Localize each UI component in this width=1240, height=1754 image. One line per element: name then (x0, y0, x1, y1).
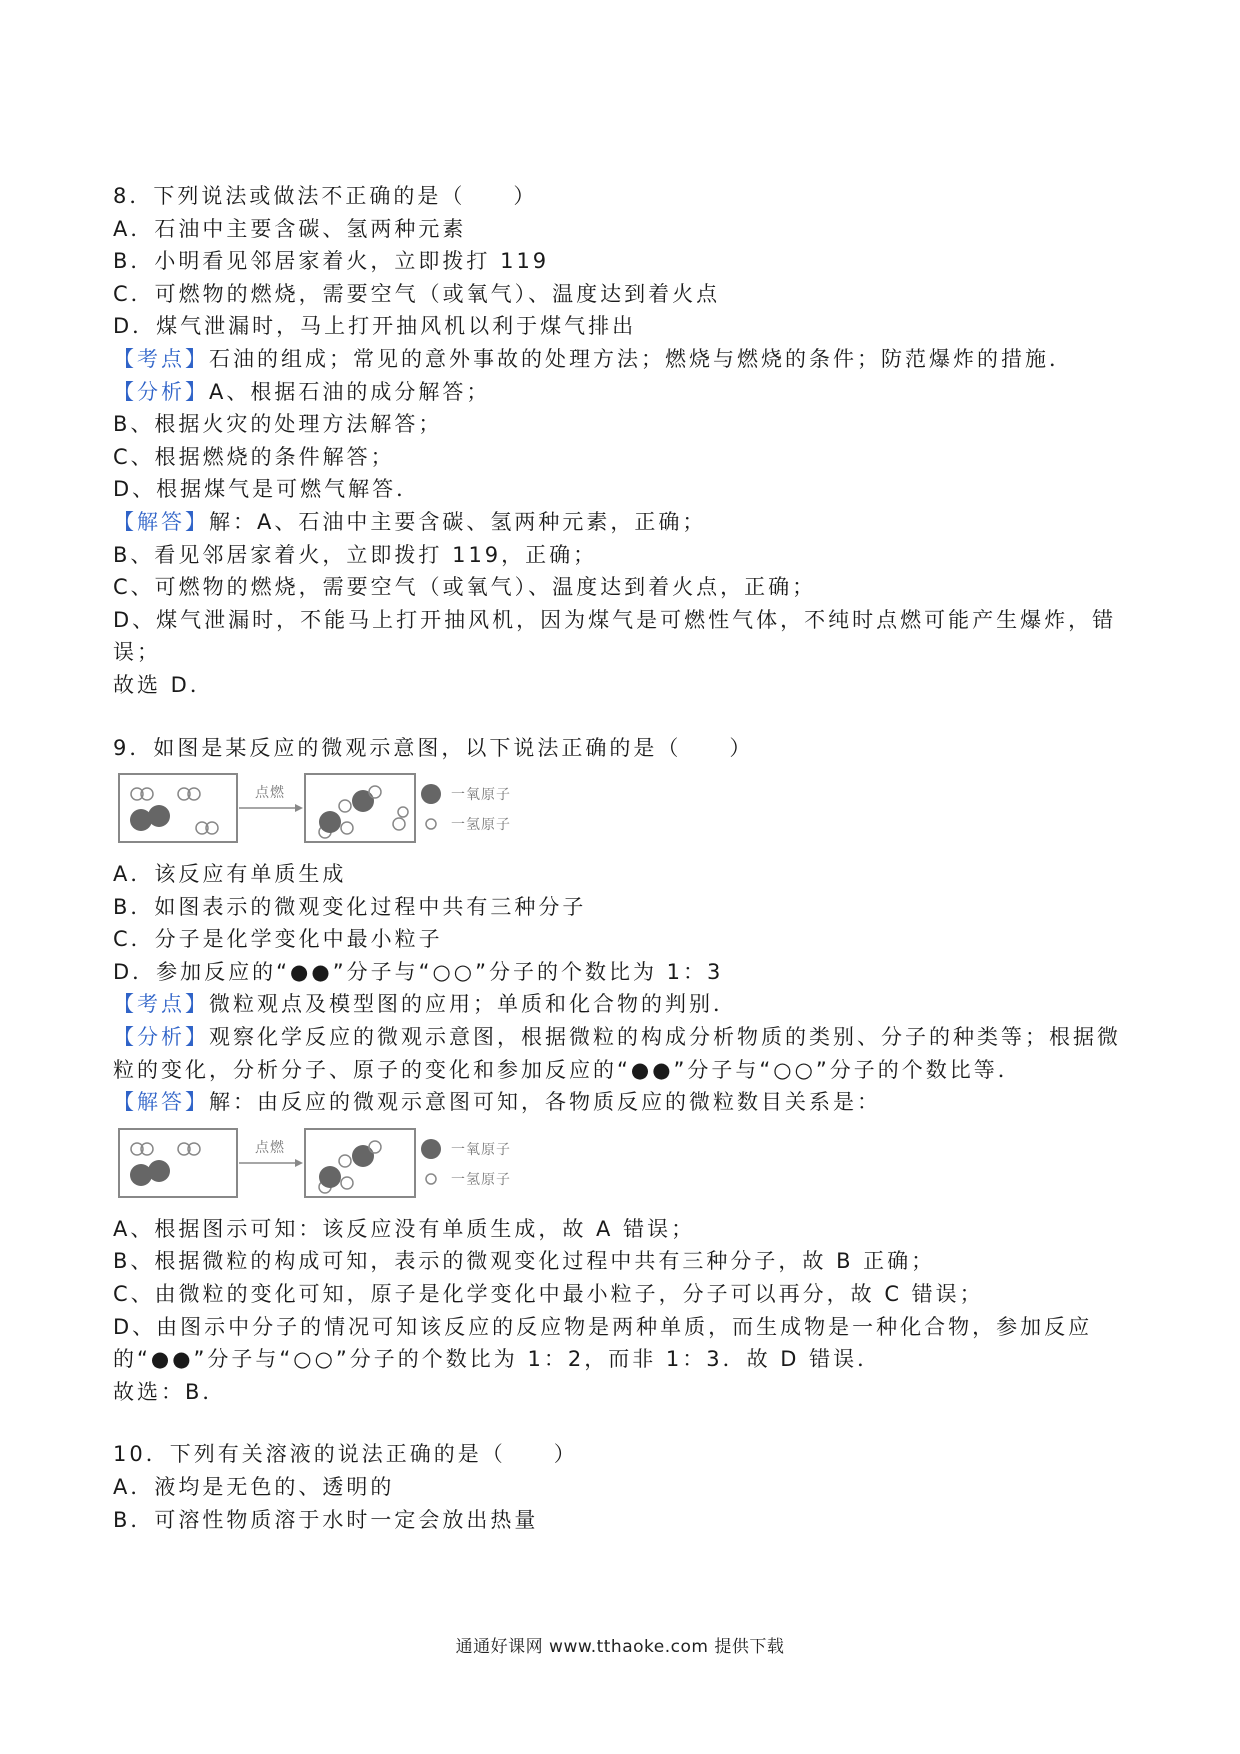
legend-hydrogen-label: 一氢原子 (451, 1171, 511, 1188)
q8-jieda-line: D、煤气泄漏时，不能马上打开抽风机，因为煤气是可燃性气体，不纯时点燃可能产生爆炸，错误； (113, 607, 1117, 665)
legend-oxygen-label: 一氧原子 (451, 787, 511, 804)
legend-oxygen-label: 一氧原子 (451, 1141, 511, 1158)
q9-kaodian (113, 988, 1133, 1021)
jieda-tag: 【解答】 (113, 509, 209, 534)
q9-jieda-line: B、根据微粒的构成可知，表示的微观变化过程中共有三种分子，故 B 正确； (113, 1249, 936, 1274)
kaodian-tag: 【考点】 (113, 346, 209, 371)
q9-option-c: C．分子是化学变化中最小粒子 (113, 927, 443, 952)
q9-option-a: A．该反应有单质生成 (113, 862, 347, 887)
q8-option-d: D．煤气泄漏时，马上打开抽风机以利于煤气排出 (113, 314, 637, 339)
legend-hydrogen-label: 一氢原子 (451, 817, 511, 834)
q8-fenxi-line: A、根据石油的成分解答； (209, 379, 491, 404)
q8-jieda (113, 506, 1133, 539)
q9-answer: 故选：B． (113, 1379, 227, 1404)
q9-fenxi-text: 观察化学反应的微观示意图，根据微粒的构成分析物质的类别、分子的种类等；根据微粒的变化，分析分子、原子的变化和参加反应的“●●”分子与“○○”分子的个数比等． (113, 1025, 1121, 1082)
q9-jieda-intro: 解：由反应的微观示意图可知，各物质反应的微粒数目关系是： (209, 1090, 881, 1115)
page-content (113, 180, 1133, 1536)
q8-kaodian (113, 343, 1133, 376)
q8-fenxi (113, 376, 1133, 409)
kaodian-tag: 【考点】 (113, 992, 209, 1017)
q9-stem: 9．如图是某反应的微观示意图，以下说法正确的是（ ） (113, 735, 754, 760)
reaction-diagram-svg (117, 770, 577, 848)
q8-fenxi-line: D、根据煤气是可燃气解答． (113, 477, 421, 502)
q8-option-b: B．小明看见邻居家着火，立即拨打 119 (113, 249, 550, 274)
reaction-diagram-answer (117, 1125, 577, 1203)
q8-jieda-line: 解：A、石油中主要含碳、氢两种元素，正确； (209, 509, 707, 534)
q8-option-a: A．石油中主要含碳、氢两种元素 (113, 216, 467, 241)
q8-stem: 8．下列说法或做法不正确的是（ ） (113, 184, 538, 208)
q8-jieda-line: C、可燃物的燃烧，需要空气（或氧气）、温度达到着火点，正确； (113, 575, 817, 600)
q8-fenxi-line: B、根据火灾的处理方法解答； (113, 412, 443, 437)
arrow-label: 点燃 (255, 1139, 285, 1156)
q10-option-a: A．液均是无色的、透明的 (113, 1475, 395, 1499)
q8-kaodian-text: 石油的组成；常见的意外事故的处理方法；燃烧与燃烧的条件；防范爆炸的措施． (209, 346, 1073, 371)
q9-option-b: B．如图表示的微观变化过程中共有三种分子 (113, 894, 587, 919)
q9-kaodian-text: 微粒观点及模型图的应用；单质和化合物的判别． (209, 992, 737, 1017)
q9-fenxi (113, 1021, 1133, 1086)
fenxi-tag: 【分析】 (113, 379, 209, 404)
q9-jieda-line: D、由图示中分子的情况可知该反应的反应物是两种单质，而生成物是一种化合物，参加反应的“●●”分子与“○○”分子的个数比为 1：2，而非 1：3．故 D 错误． (113, 1314, 1093, 1372)
page-footer: 通通好课网 www.tthaoke.com 提供下载 (455, 1637, 785, 1657)
q10-stem: 10．下列有关溶液的说法正确的是（ ） (113, 1442, 578, 1467)
jieda-tag: 【解答】 (113, 1090, 209, 1115)
reaction-diagram-answer-svg (117, 1125, 577, 1203)
reaction-diagram (117, 770, 577, 848)
q9-option-d: D．参加反应的“●●”分子与“○○”分子的个数比为 1：3 (113, 959, 724, 984)
q8-answer: 故选 D． (113, 672, 214, 697)
arrow-label: 点燃 (255, 785, 285, 802)
q8-jieda-line: B、看见邻居家着火，立即拨打 119，正确； (113, 542, 598, 567)
q8-option-c: C．可燃物的燃烧，需要空气（或氧气）、温度达到着火点 (113, 281, 721, 306)
q8-fenxi-line: C、根据燃烧的条件解答； (113, 444, 395, 469)
fenxi-tag: 【分析】 (113, 1025, 209, 1050)
q9-jieda-line: C、由微粒的变化可知，原子是化学变化中最小粒子，分子可以再分，故 C 错误； (113, 1282, 984, 1307)
q9-jieda-line: A、根据图示可知：该反应没有单质生成，故 A 错误； (113, 1216, 696, 1241)
q10-option-b: B．可溶性物质溶于水时一定会放出热量 (113, 1507, 539, 1532)
q9-jieda (113, 1086, 1133, 1119)
